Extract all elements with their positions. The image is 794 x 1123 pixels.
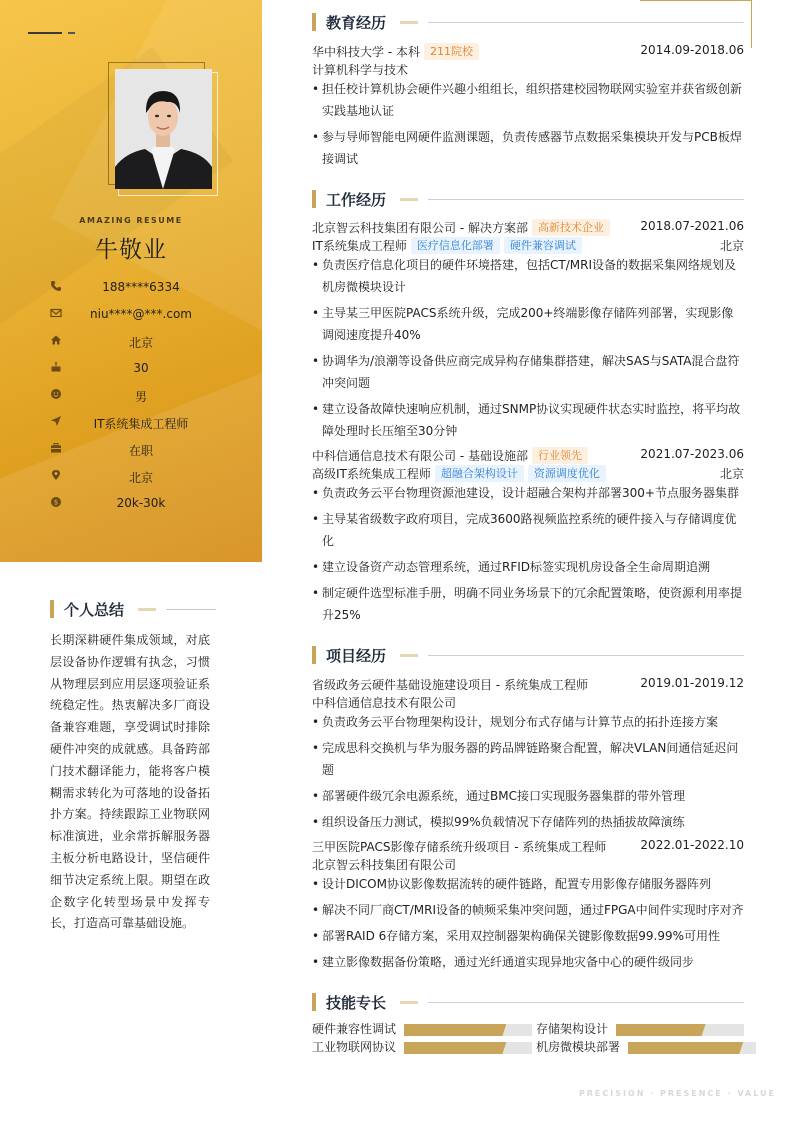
- work-heading: [312, 190, 744, 208]
- education-heading: [312, 13, 744, 31]
- svg-text:$: $: [53, 498, 59, 507]
- job-role: 高级IT系统集成工程师: [312, 467, 431, 481]
- project-name: 三甲医院PACS影像存储系统升级项目 - 系统集成工程师: [312, 840, 607, 854]
- decor-line: [28, 32, 62, 34]
- skill-item: [536, 1040, 756, 1053]
- job-tag: 医疗信息化部署: [411, 237, 500, 254]
- work-title: 工作经历: [326, 191, 387, 209]
- job-bullet: • 主导某省级数字政府项目，完成3600路视频监控系统的硬件接入与存储调度优化: [312, 508, 744, 552]
- job-bullet: • 制定硬件选型标准手册，明确不同业务场景下的冗余配置策略，使资源利用率提升25%: [312, 582, 744, 626]
- info-location: [0, 469, 262, 496]
- heading-pill: [400, 654, 418, 657]
- location-value: 北京: [128, 471, 153, 485]
- heading-rule: [428, 1002, 744, 1003]
- skills-heading: [312, 993, 744, 1011]
- job-city: 北京: [719, 467, 744, 481]
- project-bullet: • 建立影像数据备份策略，通过光纤通道实现异地灾备中心的硬件级同步: [312, 951, 744, 973]
- heading-rule: [428, 199, 744, 200]
- education-bullet: • 参与导师智能电网硬件监测课题，负责传感器节点数据采集模块开发与PCB板焊接调试: [312, 126, 744, 170]
- job-role-row: [312, 237, 744, 254]
- heading-rule: [166, 609, 216, 610]
- heading-bar: [312, 13, 316, 31]
- project-bullet: • 完成思科交换机与华为服务器的跨品牌链路聚合配置，解决VLAN间通信延迟问题: [312, 737, 744, 781]
- job-bullet: • 建立设备资产动态管理系统，通过RFID标签实现机房设备全生命周期追溯: [312, 556, 744, 578]
- projects-heading: [312, 646, 744, 664]
- project-name: 省级政务云硬件基础设施建设项目 - 系统集成工程师: [312, 678, 588, 692]
- skill-item: [312, 1022, 532, 1035]
- skill-label: 工业物联网协议: [312, 1040, 397, 1054]
- phone-value: 188****6334: [102, 280, 180, 294]
- job-tag: 硬件兼容调试: [504, 237, 582, 254]
- job-date: 2018.07-2021.06: [640, 219, 744, 233]
- position-value: IT系统集成工程师: [93, 417, 189, 431]
- info-position: [0, 415, 262, 442]
- project-company: 中科信通信息技术有限公司: [312, 696, 457, 710]
- heading-bar: [50, 600, 54, 618]
- education-bullet: • 担任校计算机协会硬件兴趣小组组长，组织搭建校园物联网实验室并获省级创新实践基地认证: [312, 78, 744, 122]
- age-value: 30: [133, 361, 149, 375]
- heading-bar: [312, 993, 316, 1011]
- project-bullet: • 部署硬件级冗余电源系统，通过BMC接口实现服务器集群的带外管理: [312, 785, 744, 807]
- job-role-row: [312, 465, 744, 482]
- job-role: IT系统集成工程师: [312, 239, 407, 253]
- heading-pill: [400, 21, 418, 24]
- info-phone: [0, 280, 262, 307]
- company-name: 中科信通信息技术有限公司 - 基础设施部: [312, 449, 528, 463]
- skill-bar: [616, 1024, 744, 1036]
- decor-line: [68, 32, 75, 34]
- summary-title: 个人总结: [64, 601, 125, 619]
- salary-value: 20k-30k: [116, 496, 166, 510]
- skill-bar: [628, 1042, 756, 1054]
- heading-bar: [312, 646, 316, 664]
- skill-label: 机房微模块部署: [536, 1040, 621, 1054]
- info-email: [0, 307, 262, 334]
- skill-bar-fill: [628, 1042, 743, 1054]
- skill-item: [312, 1040, 532, 1053]
- skill-label: 硬件兼容性调试: [312, 1022, 397, 1036]
- job-city: 北京: [719, 239, 744, 253]
- project-bullet: • 部署RAID 6存储方案，采用双控制器架构确保关键影像数据99.99%可用性: [312, 925, 744, 947]
- gender-value: 男: [134, 390, 147, 404]
- company-tag: 行业领先: [532, 447, 588, 464]
- job-bullet: • 负责政务云平台物理资源池建设，设计超融合架构并部署300+节点服务器集群: [312, 482, 744, 504]
- resume-tagline: AMAZING RESUME: [79, 216, 183, 225]
- candidate-name: 牛敬业: [95, 237, 167, 263]
- status-value: 在职: [128, 444, 153, 458]
- project-date: 2022.01-2022.10: [640, 838, 744, 852]
- skill-bar-fill: [404, 1024, 506, 1036]
- project-company-row: [312, 694, 744, 711]
- skill-bar: [404, 1024, 532, 1036]
- project-date: 2019.01-2019.12: [640, 676, 744, 690]
- info-home: [0, 334, 262, 361]
- company-tag: 高新技术企业: [532, 219, 610, 236]
- project-bullet: • 组织设备压力测试，模拟99%负载情况下存储阵列的热插拔故障演练: [312, 811, 744, 833]
- heading-pill: [400, 198, 418, 201]
- job-bullet: • 主导某三甲医院PACS系统升级，完成200+终端影像存储阵列部署，实现影像调阅速度提升40%: [312, 302, 744, 346]
- summary-text: 长期深耕硬件集成领域，对底层设备协作逻辑有执念，习惯从物理层到应用层逐项验证系统稳定性。热衷解决多厂商设备兼容难题，享受调试时排除硬件冲突的成就感。具备跨部门技术翻译能力，能将客户模糊需求转化为可落地的设备拓扑方案。持续跟踪工业物联网标准演进，业余常拆解服务器主板分析电路设计，坚信硬件细节决定系统上限。期望在政企数字化转型场景中发挥专长，打造高可靠基础设施。: [50, 633, 210, 931]
- project-bullet: • 解决不同厂商CT/MRI设备的帧频采集冲突问题，通过FPGA中间件实现时序对齐: [312, 899, 744, 921]
- education-school-row: [312, 43, 744, 60]
- info-gender: [0, 388, 262, 415]
- skill-bar-fill: [616, 1024, 706, 1036]
- job-date: 2021.07-2023.06: [640, 447, 744, 461]
- job-tag: 超融合架构设计: [435, 465, 524, 482]
- education-title: 教育经历: [326, 14, 387, 32]
- job-bullet: • 建立设备故障快速响应机制，通过SNMP协议实现硬件状态实时监控，将平均故障处理时长压缩至30分钟: [312, 398, 744, 442]
- projects-title: 项目经历: [326, 647, 387, 665]
- major: 计算机科学与技术: [312, 63, 409, 77]
- skill-bar: [404, 1042, 532, 1054]
- school-name: 华中科技大学 - 本科: [312, 45, 420, 59]
- skills-title: 技能专长: [326, 994, 387, 1012]
- skill-bar-fill: [404, 1042, 506, 1054]
- hometown-value: 北京: [128, 336, 153, 350]
- heading-pill: [138, 608, 156, 611]
- avatar-photo: [115, 69, 212, 189]
- school-tag: 211院校: [424, 43, 479, 60]
- footer-slogan: PRECISION · PRESENCE · VALUE: [578, 1089, 776, 1098]
- heading-rule: [428, 22, 744, 23]
- skill-item: [536, 1022, 744, 1035]
- education-major-row: [312, 61, 744, 78]
- education-date: 2014.09-2018.06: [640, 43, 744, 57]
- job-bullet: • 协调华为/浪潮等设备供应商完成异构存储集群搭建，解决SAS与SATA混合盘符冲突问题: [312, 350, 744, 394]
- heading-pill: [400, 1001, 418, 1004]
- heading-rule: [428, 655, 744, 656]
- project-name-row: [312, 676, 744, 693]
- project-company-row: [312, 856, 744, 873]
- info-salary: [0, 496, 262, 523]
- company-name: 北京智云科技集团有限公司 - 解决方案部: [312, 221, 528, 235]
- project-company: 北京智云科技集团有限公司: [312, 858, 457, 872]
- skill-label: 存储架构设计: [536, 1022, 609, 1036]
- project-bullet: • 设计DICOM协议影像数据流转的硬件链路，配置专用影像存储服务器阵列: [312, 873, 744, 895]
- info-status: [0, 442, 262, 469]
- job-company-row: [312, 219, 744, 236]
- project-bullet: • 负责政务云平台物理架构设计，规划分布式存储与计算节点的拓扑连接方案: [312, 711, 744, 733]
- job-tag: 资源调度优化: [528, 465, 606, 482]
- heading-bar: [312, 190, 316, 208]
- email-value: niu****@***.com: [90, 307, 192, 321]
- info-age: [0, 361, 262, 388]
- job-bullet: • 负责医疗信息化项目的硬件环境搭建，包括CT/MRI设备的数据采集网络规划及机房微模块设计: [312, 254, 744, 298]
- project-name-row: [312, 838, 744, 855]
- job-company-row: [312, 447, 744, 464]
